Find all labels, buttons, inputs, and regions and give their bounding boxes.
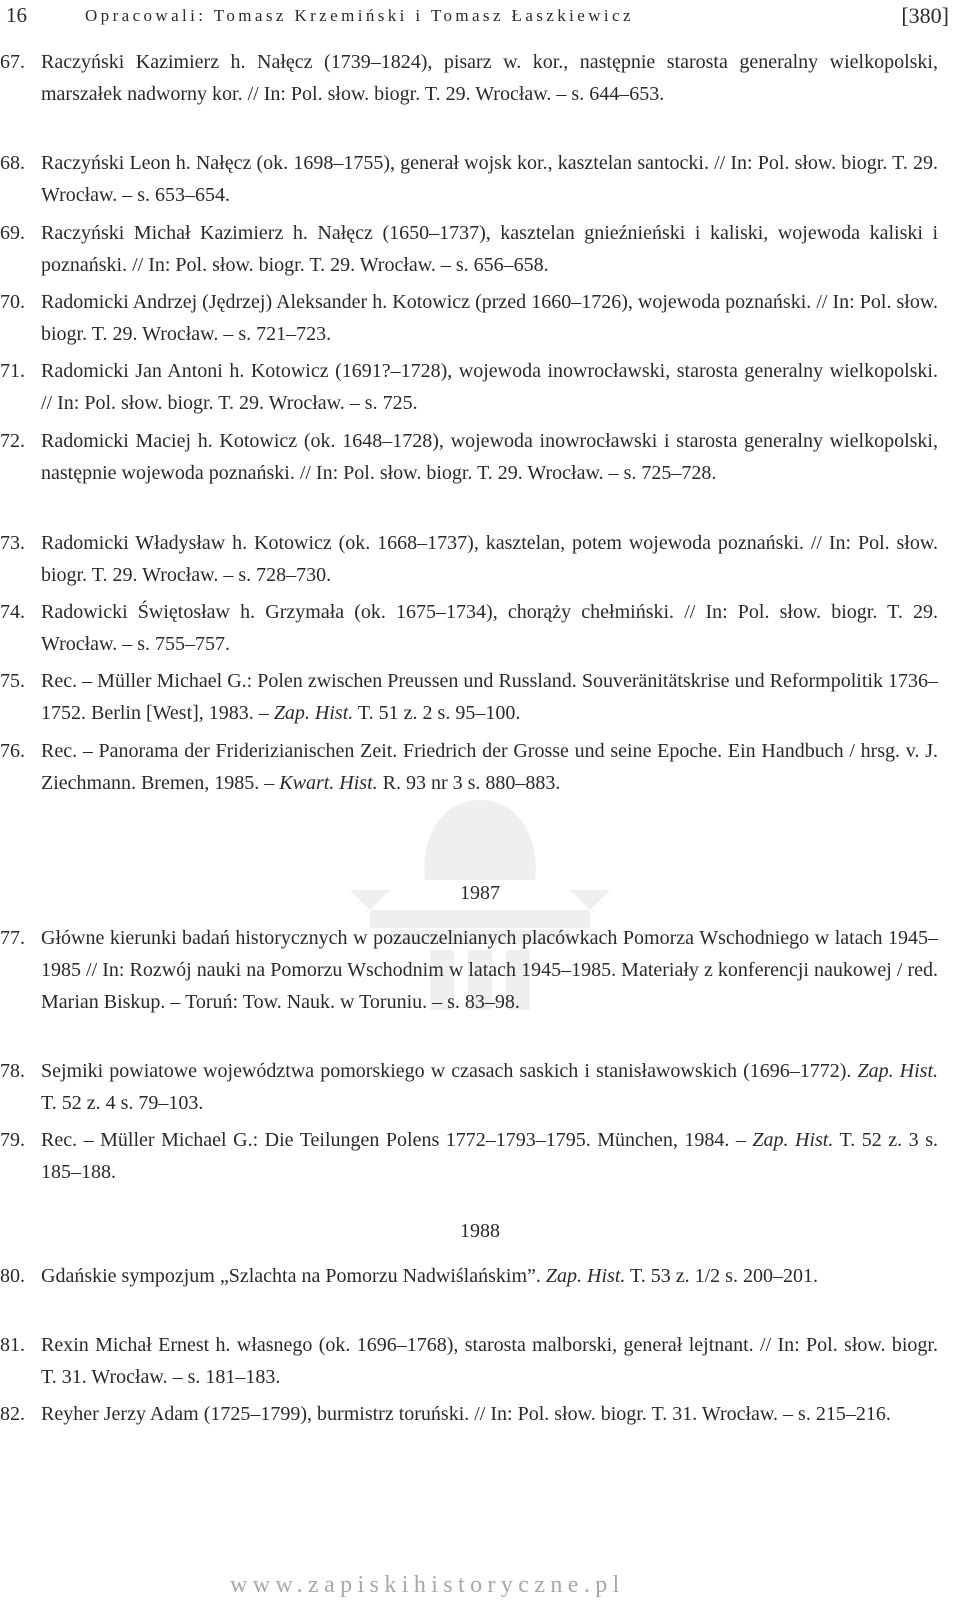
entry-number: 69. xyxy=(0,222,25,244)
entry-text-main: Rec. – Müller Michael G.: Polen zwischen Preussen und Russland. Souveränitätskrise und Reformpolitik 1736–1752. Berlin [West], 1983. – xyxy=(41,670,938,724)
entry-text-citation: T. 51 z. 2 s. 95–100. xyxy=(353,702,521,724)
running-header xyxy=(0,0,960,40)
entry-text: Radomicki Maciej h. Kotowicz (ok. 1648–1728), wojewoda inowrocławski i starosta generalny wielkopolski, następnie wojewoda poznański. // In: Pol. słow. biogr. T. 29. Wrocław. – s. 725–728. xyxy=(41,430,938,484)
entry-text xyxy=(41,735,938,799)
entry-text xyxy=(41,1260,938,1292)
entry-text: Radomicki Władysław h. Kotowicz (ok. 1668–1737), kasztelan, potem wojewoda poznański. // In: Pol. słow. biogr. T. 29. Wrocław. – s. 728–730. xyxy=(41,532,938,586)
page-number: 16 xyxy=(6,3,27,27)
entry-text-main: Gdańskie sympozjum „Szlachta na Pomorzu Nadwiślańskim”. xyxy=(41,1265,546,1287)
entry-text: Rexin Michał Ernest h. własnego (ok. 1696–1768), starosta malborski, generał lejtnant. // In: Pol. słow. biogr. T. 31. Wrocław. – s. 181–183. xyxy=(41,1334,938,1388)
entry-number: 73. xyxy=(0,532,25,554)
entry-text: Radomicki Jan Antoni h. Kotowicz (1691?–1728), wojewoda inowrocławski, starosta generalny wielkopolski. // In: Pol. słow. biogr. T. 29. Wrocław. – s. 725. xyxy=(41,360,938,414)
journal-title: Zap. Hist. xyxy=(273,702,354,724)
entry-number: 72. xyxy=(0,430,25,452)
entry-number: 70. xyxy=(0,291,25,313)
journal-title: Zap. Hist. xyxy=(545,1265,626,1287)
entry-number: 74. xyxy=(0,601,25,623)
entry-text-main: Sejmiki powiatowe województwa pomorskiego w czasach saskich i stanisławowskich (1696–1772). xyxy=(41,1060,858,1082)
journal-title: Zap. Hist. xyxy=(752,1129,834,1151)
entry-text-citation: T. 52 z. 3 s. 185–188. xyxy=(41,1129,938,1183)
entry-text-main: Rec. – Panorama der Friderizianischen Zeit. Friedrich der Grosse und seine Epoche. Ein Handbuch / hrsg. v. J. Ziechmann. Bremen, 1985. – xyxy=(41,740,938,794)
entry-text: Raczyński Kazimierz h. Nałęcz (1739–1824), pisarz w. kor., następnie starosta generalny wielkopolski, marszałek nadworny kor. // In: Pol. słow. biogr. T. 29. Wrocław. – s. 644–653. xyxy=(41,51,938,105)
entry-text: Radowicki Świętosław h. Grzymała (ok. 1675–1734), chorąży chełmiński. // In: Pol. słow. biogr. T. 29. Wrocław. – s. 755–757. xyxy=(41,601,938,655)
entry-text-citation: R. 93 nr 3 s. 880–883. xyxy=(377,772,561,794)
entry-text xyxy=(41,1055,938,1119)
entry-text xyxy=(41,665,938,729)
footer-website: www.zapiskihistoryczne.pl xyxy=(230,1572,625,1598)
entry-text: Raczyński Michał Kazimierz h. Nałęcz (1650–1737), kasztelan gnieźnieński i kaliski, wojewoda kaliski i poznański. // In: Pol. słow. biogr. T. 29. Wrocław. – s. 656–658. xyxy=(41,222,938,276)
entry-number: 75. xyxy=(0,670,25,692)
entry-number: 80. xyxy=(0,1265,25,1287)
entry-number: 81. xyxy=(0,1334,25,1356)
entry-text-main: Rec. – Müller Michael G.: Die Teilungen Polens 1772–1793–1795. München, 1984. – xyxy=(41,1129,753,1151)
entry-text: Radomicki Andrzej (Jędrzej) Aleksander h. Kotowicz (przed 1660–1726), wojewoda poznański. // In: Pol. słow. biogr. T. 29. Wrocław. – s. 721–723. xyxy=(41,291,938,345)
running-header-authors: Opracowali: Tomasz Krzemiński i Tomasz Łaszkiewicz xyxy=(85,6,634,25)
entry-number: 79. xyxy=(0,1129,25,1151)
entry-number: 78. xyxy=(0,1060,25,1082)
entry-number: 76. xyxy=(0,740,25,762)
entry-number: 68. xyxy=(0,152,25,174)
journal-title: Zap. Hist. xyxy=(857,1060,938,1082)
entry-number: 82. xyxy=(0,1403,25,1425)
entry-text-citation: T. 53 z. 1/2 s. 200–201. xyxy=(625,1265,818,1287)
journal-title: Kwart. Hist. xyxy=(279,772,378,794)
entry-number: 67. xyxy=(0,51,25,73)
entry-number: 77. xyxy=(0,927,25,949)
year-heading: 1988 xyxy=(460,1220,500,1242)
entry-text: Główne kierunki badań historycznych w pozauczelnianych placówkach Pomorza Wschodniego w latach 1945–1985 // In: Rozwój nauki na Pomorzu Wschodnim w latach 1945–1985. Materiały z konferencji naukowej / red. Marian Biskup. – Toruń: Tow. Nauk. w Toruniu. – s. 83–98. xyxy=(41,927,938,1013)
entry-number: 71. xyxy=(0,360,25,382)
entry-text: Raczyński Leon h. Nałęcz (ok. 1698–1755), generał wojsk kor., kasztelan santocki. // In: Pol. słow. biogr. T. 29. Wrocław. – s. 653–654. xyxy=(41,152,938,206)
entry-text-citation: T. 52 z. 4 s. 79–103. xyxy=(41,1092,204,1114)
year-heading: 1987 xyxy=(460,882,500,904)
entry-text xyxy=(41,1124,938,1188)
original-page-number: [380] xyxy=(901,3,949,28)
entry-text: Reyher Jerzy Adam (1725–1799), burmistrz toruński. // In: Pol. słow. biogr. T. 31. Wrocław. – s. 215–216. xyxy=(41,1403,891,1425)
